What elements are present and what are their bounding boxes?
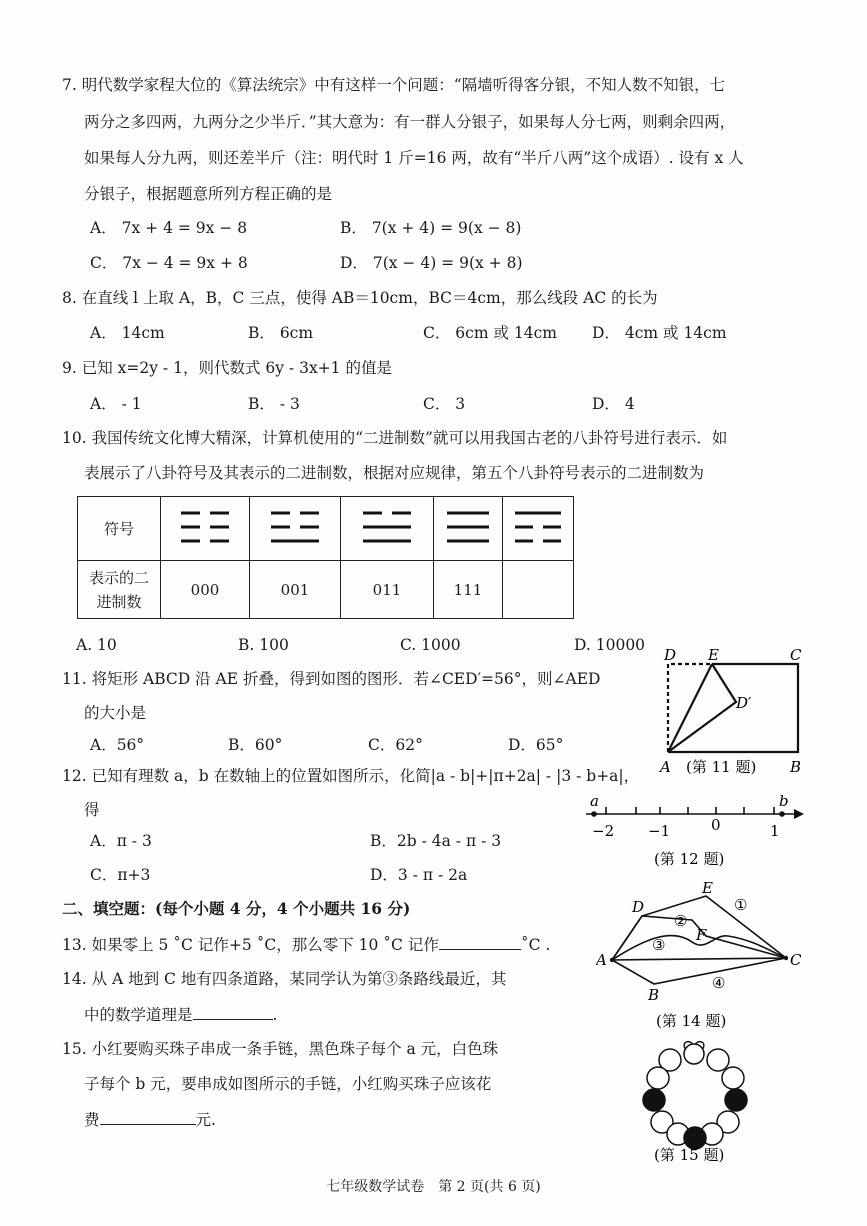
- q7-option-a: A． 7x + 4 = 9x − 8: [90, 219, 248, 237]
- tick-label-1: 1: [770, 822, 780, 840]
- q14-label-f: F: [696, 926, 707, 944]
- q13-unit: ˚C .: [520, 936, 551, 954]
- q13-text: 13. 如果零上 5 ˚C 记作+5 ˚C，那么零下 10 ˚C 记作: [62, 936, 439, 954]
- q14-label-b: B: [648, 986, 660, 1004]
- q14-label-c: C: [790, 951, 802, 969]
- q11-figure: [656, 640, 846, 780]
- q11-folded-triangle: [668, 664, 736, 752]
- q14-line-1: 14. 从 A 地到 C 地有四条道路，某同学认为第③条路线最近，其: [62, 970, 507, 988]
- q8-line-1: 8. 在直线 l 上取 A，B，C 三点，使得 AB＝10cm，BC＝4cm，那么线段 AC 的长为: [62, 289, 658, 307]
- tick-label-neg2: −2: [592, 822, 615, 840]
- black-bead: [643, 1089, 665, 1111]
- q14-label-d: D: [632, 898, 645, 916]
- q11-option-a: A．56°: [90, 736, 145, 754]
- q15-line-3: [84, 1108, 216, 1131]
- q13-line: [62, 933, 550, 956]
- section-2-heading: 二、填空题：(每个小题 4 分，4 个小题共 16 分): [62, 899, 411, 918]
- q15-answer-blank[interactable]: [100, 1108, 196, 1125]
- bagua-symbol-3: [341, 497, 434, 561]
- q9-option-d: D． 4: [592, 395, 635, 413]
- q12-line-1: 12. 已知有理数 a，b 在数轴上的位置如图所示，化简|a - b|+|π+2a| - |3 - b+a|，: [62, 767, 640, 785]
- number-line-arrow: [794, 809, 804, 819]
- q10-option-b: B. 100: [238, 636, 289, 654]
- white-bead: [707, 1049, 729, 1071]
- q15-text-end: 元.: [195, 1111, 216, 1129]
- q14-label-e: E: [702, 880, 713, 897]
- q11-option-c: C．62°: [368, 736, 423, 754]
- q11-fold-line-ae: [668, 664, 712, 752]
- q7-option-d: D． 7(x − 4) = 9(x + 8): [340, 254, 523, 272]
- route-4: [612, 958, 786, 984]
- q11-line-2: 的大小是: [84, 704, 147, 722]
- bagua-symbol-5: [503, 497, 574, 561]
- white-bead: [647, 1067, 669, 1089]
- binary-value-5: [503, 561, 574, 619]
- q11-line-1: 11. 将矩形 ABCD 沿 AE 折叠，得到如图的图形．若∠CED′=56°，则∠AED: [62, 670, 601, 688]
- q14-route-label-3: ③: [652, 936, 666, 954]
- route-straight: [612, 958, 786, 960]
- q9-option-a: A． - 1: [90, 395, 142, 413]
- q11-label-d: D: [664, 646, 677, 664]
- q15-caption: (第 15 题): [654, 1146, 725, 1164]
- q8-option-d: D． 4cm 或 14cm: [592, 324, 727, 342]
- q14-end: .: [272, 1006, 278, 1024]
- q11-label-e: E: [708, 646, 719, 664]
- page-footer: 七年级数学试卷 第 2 页(共 6 页): [326, 1179, 541, 1195]
- binary-value-4: 111: [434, 561, 503, 619]
- q14-answer-blank[interactable]: [193, 1003, 273, 1020]
- binary-value-1: 000: [161, 561, 250, 619]
- q12-option-c: C．π+3: [90, 866, 151, 884]
- q10-option-d: D. 10000: [574, 636, 646, 654]
- bagua-symbol-2: [250, 497, 341, 561]
- q15-text-start: 费: [84, 1111, 100, 1129]
- q14-route-label-4: ④: [712, 974, 726, 992]
- q14-label-a: A: [596, 951, 607, 969]
- q12-option-d: D．3 - π - 2a: [370, 866, 468, 884]
- q10-option-a: A. 10: [76, 636, 117, 654]
- q8-option-b: B． 6cm: [248, 324, 314, 342]
- tick-label-neg1: −1: [648, 822, 671, 840]
- point-a: [591, 811, 597, 817]
- bagua-symbol-4: [434, 497, 503, 561]
- q7-line-2: 两分之多四两，九两分之少半斤．”其大意为：有一群人分银子，如果每人分七两，则剩余四两，: [84, 113, 736, 131]
- q13-answer-blank[interactable]: [439, 933, 521, 950]
- table-header-binary-line-1: 表示的二: [88, 568, 149, 587]
- tick-label-0: 0: [711, 816, 721, 834]
- q12-option-b: B．2b - 4a - π - 3: [370, 832, 502, 850]
- q12-caption: (第 12 题): [654, 850, 725, 868]
- label-b: b: [779, 792, 789, 810]
- bagua-table: [77, 496, 574, 619]
- q11-caption: (第 11 题): [686, 758, 757, 776]
- table-header-binary: [78, 561, 161, 619]
- q15-bracelet-figure: [636, 1036, 766, 1164]
- white-bead: [684, 1044, 704, 1064]
- black-bead: [725, 1089, 747, 1111]
- q12-number-line-figure: [580, 790, 810, 872]
- q10-line-2: 表展示了八卦符号及其表示的二进制数，根据对应规律，第五个八卦符号表示的二进制数为: [84, 464, 705, 482]
- q10-option-c: C. 1000: [400, 636, 461, 654]
- q7-line-1: 7. 明代数学家程大位的《算法统宗》中有这样一个问题：“隔墙听得客分银，不知人数不知银，七: [62, 76, 726, 94]
- q12-line-2: 得: [84, 801, 100, 819]
- q15-line-2: 子每个 b 元，要串成如图所示的手链，小红购买珠子应该花: [84, 1075, 492, 1093]
- q14-caption: (第 14 题): [656, 1012, 727, 1030]
- q11-label-d-prime: D′: [736, 694, 752, 712]
- q11-label-a: A: [660, 758, 671, 776]
- q14-routes-figure: [596, 880, 808, 1030]
- q12-option-a: A．π - 3: [90, 832, 152, 850]
- q9-line-1: 9. 已知 x=2y - 1，则代数式 6y - 3x+1 的值是: [62, 359, 392, 377]
- q8-option-c: C． 6cm 或 14cm: [423, 324, 557, 342]
- q7-line-3: 如果每人分九两，则还差半斤（注：明代时 1 斤=16 两，故有“半斤八两”这个成语）. 设有 x 人: [84, 149, 744, 167]
- q9-option-b: B． - 3: [248, 395, 300, 413]
- q9-option-c: C． 3: [423, 395, 466, 413]
- label-a: a: [590, 792, 599, 810]
- q14-route-label-1: ①: [734, 896, 748, 914]
- q15-line-1: 15. 小红要购买珠子串成一条手链，黑色珠子每个 a 元，白色珠: [62, 1040, 499, 1058]
- q11-label-b: B: [790, 758, 802, 776]
- q10-line-1: 10. 我国传统文化博大精深，计算机使用的“二进制数”就可以用我国古老的八卦符号进行表示．如: [62, 429, 728, 447]
- binary-value-3: 011: [341, 561, 434, 619]
- table-header-binary-line-2: 进制数: [96, 592, 142, 611]
- q14-route-label-2: ②: [674, 912, 688, 930]
- q14-line-2: [84, 1003, 277, 1026]
- q8-option-a: A． 14cm: [90, 324, 165, 342]
- q11-option-b: B．60°: [228, 736, 283, 754]
- point-b: [779, 811, 785, 817]
- q7-line-4: 分银子，根据题意所列方程正确的是: [84, 185, 333, 203]
- table-header-symbol: 符号: [78, 497, 161, 561]
- q7-option-c: C． 7x − 4 = 9x + 8: [90, 254, 248, 272]
- q7-option-b: B． 7(x + 4) = 9(x − 8): [340, 219, 522, 237]
- q14-text: 中的数学道理是: [84, 1006, 193, 1024]
- bagua-symbol-1: [161, 497, 250, 561]
- binary-value-2: 001: [250, 561, 341, 619]
- q11-label-c: C: [790, 646, 802, 664]
- white-bead: [722, 1067, 744, 1089]
- q11-option-d: D．65°: [508, 736, 564, 754]
